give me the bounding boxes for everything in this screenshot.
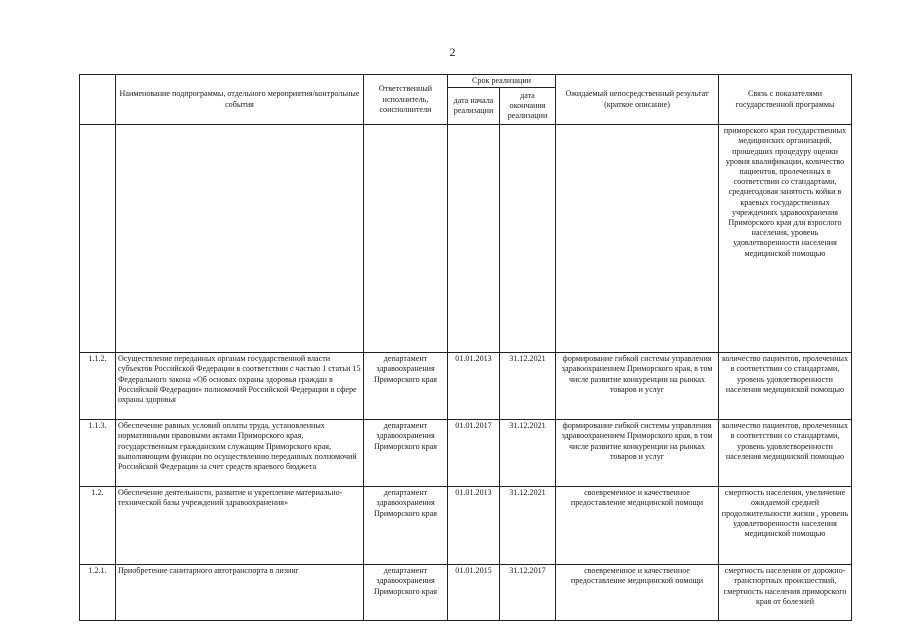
row-link: количество пациентов, пролеченных в соответствии со стандартами, уровень удовлетворенности населения медицинской помощью — [719, 420, 852, 487]
row-number: 1.2.1. — [80, 565, 116, 621]
row-result: формирование гибкой системы управления здравоохранением Приморского края, в том числе развитие конкуренции на рынках товаров и услуг — [556, 420, 719, 487]
row-link: количество пациентов, пролеченных в соответствии со стандартами, уровень удовлетворенности населения медицинской помощью — [719, 353, 852, 420]
row-link: смертность населения от дорожно-транспортных происшествий, смертность населения приморского края от болезней — [719, 565, 852, 621]
row-number: 1.1.3. — [80, 420, 116, 487]
row-executor: департамент здравоохранения Приморского края — [364, 487, 448, 565]
table-row — [80, 565, 852, 621]
row-name: Обеспечение деятельности, развитие и укрепление материально-технической базы учреждений здравоохранения» — [116, 487, 364, 565]
row-end-date: 31.12.2017 — [500, 565, 556, 621]
header-term: Срок реализации — [448, 75, 556, 88]
header-result: Ожидаемый непосредственный результат (краткое описание) — [556, 75, 719, 125]
row-start-date: 01.01.2017 — [448, 420, 500, 487]
header-executor: Ответственный исполнитель, соисполнители — [364, 75, 448, 125]
continuation-row — [80, 125, 852, 353]
table-row — [80, 487, 852, 565]
header-num-cell — [80, 75, 116, 125]
row-end-date: 31.12.2021 — [500, 353, 556, 420]
row-start-date: 01.01.2015 — [448, 565, 500, 621]
row-result: своевременное и качественное предоставление медицинской помощи — [556, 565, 719, 621]
row-name: Обеспечение равных условий оплаты труда, установленных нормативными правовыми актами Приморского края, государственным гражданским служащим Приморского края, выполняющим функции по осуществлению переданных полномочий Российской Федерации за счет средств краевого бюджета — [116, 420, 364, 487]
implementation-plan-table — [79, 74, 852, 621]
row-executor: департамент здравоохранения Приморского края — [364, 565, 448, 621]
row-name: Приобретение санитарного автотранспорта в лизинг — [116, 565, 364, 621]
header-name: Наименование подпрограммы, отдельного мероприятия/контрольные события — [116, 75, 364, 125]
row-start-date: 01.01.2013 — [448, 353, 500, 420]
row-number: 1.1.2. — [80, 353, 116, 420]
table-row — [80, 353, 852, 420]
row-number: 1.2. — [80, 487, 116, 565]
row-end-date: 31.12.2021 — [500, 487, 556, 565]
row-executor: департамент здравоохранения Приморского края — [364, 353, 448, 420]
header-link: Связь с показателями государственной программы — [719, 75, 852, 125]
header-start-date: дата начала реализации — [448, 88, 500, 125]
continuation-link: приморского края государственных медицинских организаций, прошедших процедуру оценки уровня квалификации, количество пациентов, пролеченных в соответствии со стандартами, среднегодовая занятость койки в краевых государственных учреждениях здравоохранения Приморского края для взрослого населения, уровень удовлетворенности населения медицинской помощью — [719, 125, 852, 353]
row-executor: департамент здравоохранения Приморского края — [364, 420, 448, 487]
header-row-1 — [80, 75, 852, 88]
row-result: формирование гибкой системы управления здравоохранением Приморского края, в том числе развитие конкуренции на рынках товаров и услуг — [556, 353, 719, 420]
row-result: своевременное и качественное предоставление медицинской помощи — [556, 487, 719, 565]
row-end-date: 31.12.2021 — [500, 420, 556, 487]
row-start-date: 01.01.2013 — [448, 487, 500, 565]
row-name: Осуществление переданных органам государственной власти субъектов Российской Федерации в соответствии с частью 1 статьи 15 Федерального закона «Об основах охраны здоровья граждан в Российской Федерации» полномочий Российской Федерации в сфере охраны здоровья — [116, 353, 364, 420]
page-number: 2 — [449, 45, 456, 59]
row-link: смертность населения, увеличение ожидаемой средней продолжительности жизни , уровень удовлетворенности населения медицинской помощью — [719, 487, 852, 565]
header-end-date: дата окончания реализации — [500, 88, 556, 125]
table-row — [80, 420, 852, 487]
